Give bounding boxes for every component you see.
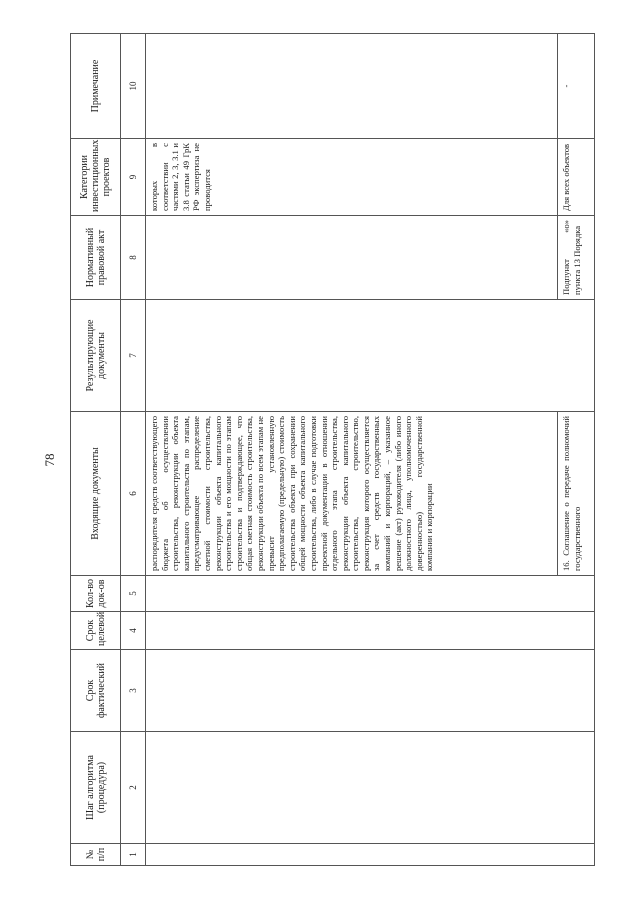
header-cell: Категории инвестиционных проектов xyxy=(71,139,121,216)
table-row xyxy=(146,34,595,866)
header-cell: Шаг алгоритма (процедура) xyxy=(71,732,121,844)
column-number: 7 xyxy=(121,300,146,412)
column-number: 4 xyxy=(121,612,146,650)
project-categories-bottom: Для всех объектов xyxy=(557,139,594,215)
legal-act-text: Подпункт «о» пункта 13 Порядка xyxy=(557,216,594,299)
page-number: 78 xyxy=(42,453,57,467)
cell-doc-count xyxy=(146,576,595,612)
input-docs-item-16: 16. Соглашение о передаче полномочий государственного xyxy=(557,412,594,575)
column-number: 8 xyxy=(121,216,146,300)
column-number: 2 xyxy=(121,732,146,844)
header-cell: Кол-во док-ов xyxy=(71,576,121,612)
note-text: - xyxy=(557,34,594,138)
column-number: 9 xyxy=(121,139,146,216)
cell-note xyxy=(146,34,595,139)
header-row xyxy=(71,34,121,866)
header-cell: Результирующие документы xyxy=(71,300,121,412)
header-cell: Срок фактический xyxy=(71,650,121,732)
cell-index xyxy=(146,844,595,866)
cell-project-categories xyxy=(146,139,595,216)
input-docs-text: распорядителя средств соответствующего бюджета об осуществлении строительства, реконструкции объекта капитального строительства по этапам, предусматривающее распределение сметной стоимости строительства, реконструкции объекта капитального строительства и его мощности по этапам строительства и подтверждающее, что общая сметная стоимость строительства, реконструкции объекта по всем этапам не превысит установленную предполагаемую (предельную) стоимость строительства объекта при сохранении общей мощности объекта капитального строительства, либо в случае подготовки проектной документации в отношении отдельного этапа строительства, реконструкции объекта капитального строительства, строительство, реконструкция которого осуществляется за счет средств государственных компаний и корпораций, – указанное решение (акт) руководителя (либо иного должностного лица, уполномоченного доверенностью) государственной компании и корпорации xyxy=(149,416,435,571)
column-number-row xyxy=(121,34,146,866)
cell-input-docs xyxy=(146,412,595,576)
project-categories-text: которых в соответствии с частями 2, 3, 3.1 и 3.8 статьи 49 ГрК РФ экспертиза не проводится xyxy=(149,143,212,211)
header-cell: Примечание xyxy=(71,34,121,139)
column-number: 1 xyxy=(121,844,146,866)
cell-target-term xyxy=(146,612,595,650)
column-number: 10 xyxy=(121,34,146,139)
header-cell: Нормативный правовой акт xyxy=(71,216,121,300)
cell-legal-act xyxy=(146,216,595,300)
header-cell: № п/п xyxy=(71,844,121,866)
document-table-rotated xyxy=(70,34,595,866)
header-cell: Входящие документы xyxy=(71,412,121,576)
column-number: 6 xyxy=(121,412,146,576)
cell-step xyxy=(146,732,595,844)
cell-result-docs xyxy=(146,300,595,412)
column-number: 5 xyxy=(121,576,146,612)
procedure-table xyxy=(70,33,595,866)
header-cell: Срок целевой xyxy=(71,612,121,650)
column-number: 3 xyxy=(121,650,146,732)
cell-actual-term xyxy=(146,650,595,732)
